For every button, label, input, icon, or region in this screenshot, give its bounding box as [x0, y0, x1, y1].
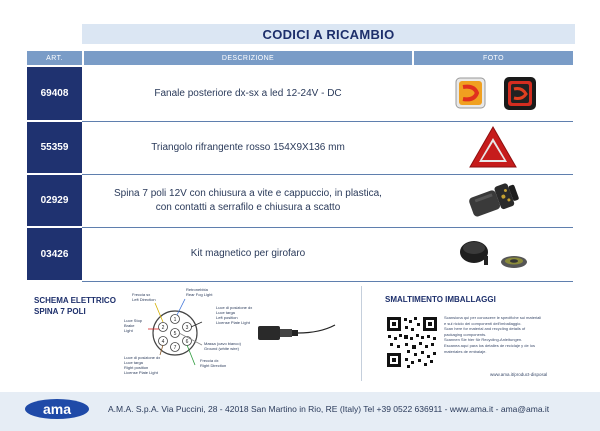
label-right-direction-1: Freccia dx [200, 358, 219, 363]
pin-label: 4 [161, 339, 165, 345]
header-art: ART. [27, 51, 82, 65]
label-left-position-3: Left position [216, 315, 238, 320]
article-description-line2: con contatti a serrafilo e chiusura a scatto [155, 201, 341, 213]
label-right-direction-2: Right Direction [200, 363, 227, 368]
label-left-position-4: License Plate Light [216, 320, 250, 325]
article-description: Kit magnetico per girofaro [190, 248, 306, 259]
magnetic-kit-icon [414, 228, 573, 280]
article-code: 55359 [27, 122, 82, 173]
table-row [27, 228, 573, 280]
section-divider [361, 286, 362, 381]
article-description: Triangolo rifrangente rosso 154X9X136 mm [151, 141, 345, 153]
product-photo [414, 175, 573, 226]
label-right-position-4: License Plate Light [124, 370, 158, 375]
pin-label: 7 [173, 345, 177, 351]
label-right-position-2: Luce targa [124, 360, 143, 365]
pin-label: 5 [173, 331, 177, 337]
ama-logo [24, 398, 90, 420]
table-row [27, 175, 573, 226]
product-photo [414, 122, 573, 173]
label-left-position-2: Luce targa [216, 310, 235, 315]
label-right-position-1: Luce di posizione dx [124, 355, 161, 360]
row-divider [82, 281, 573, 282]
label-stop-2: Brake [124, 323, 135, 328]
schema-title: SCHEMA ELETTRICO SPINA 7 POLI [34, 296, 116, 316]
label-fog-1: Retronebbia [186, 287, 208, 292]
tail-light-icon [414, 67, 573, 120]
label-stop-1: Luce Stop [124, 318, 143, 323]
label-left-position-1: Luce di posizione dx [216, 305, 253, 310]
disposal-link[interactable]: www.ama.it/product-disposal [490, 372, 548, 377]
qr-code-icon[interactable] [385, 315, 439, 369]
product-photo [414, 67, 573, 120]
pin-label: 6 [185, 339, 189, 345]
label-ground-1: Massa (cavo bianco) [204, 341, 241, 346]
article-code: 03426 [27, 228, 82, 280]
wiring-diagram [120, 285, 350, 385]
article-description [84, 175, 412, 226]
article-description-line1: Spina 7 poli 12V con chiusura a vite e cappuccio, in plastica, [114, 187, 382, 199]
reflector-triangle-icon [414, 122, 573, 173]
page-title: CODICI A RICAMBIO [262, 26, 395, 42]
footer-address: A.M.A. S.p.A. Via Puccini, 28 - 42018 San Martino in Rio, RE (Italy) Tel +39 0522 636911 - www.ama.it - ama@ama.it [108, 404, 550, 414]
pin-label: 3 [185, 325, 189, 331]
table-row [27, 67, 573, 120]
pin-label: 1 [173, 317, 177, 323]
smaltimento-text: Scansiona qui per conoscere le specifiche sui materiali e sul riciclo dei componenti dell'imballaggio. Scan here for material and recycling details of packaging components. Scannen Sie hier für Recycling-Anleitungen. Escanea aquí para los detalles de reciclaje y de los materiales de embalaje. [444, 315, 542, 354]
label-fog-2: Rear Fog Light [186, 292, 213, 297]
plug-connector-icon [258, 325, 335, 340]
header-description: DESCRIZIONE [84, 51, 412, 65]
label-ground-2: Ground (white wire) [204, 346, 239, 351]
smaltimento-title: SMALTIMENTO IMBALLAGGI [385, 295, 496, 304]
article-code: 02929 [27, 175, 82, 226]
label-left-direction-1: Freccia sx [132, 292, 151, 297]
label-right-position-3: Right position [124, 365, 149, 370]
plug-7-pin-icon [414, 175, 573, 226]
product-photo [414, 228, 573, 280]
pin-label: 2 [161, 325, 165, 331]
title-bar [82, 24, 575, 44]
article-code: 69408 [27, 67, 82, 120]
table-row [27, 122, 573, 173]
label-left-direction-2: Left Direction [132, 297, 156, 302]
header-foto: FOTO [414, 51, 573, 65]
label-stop-3: Light [124, 328, 133, 333]
article-description: Fanale posteriore dx-sx a led 12-24V - DC [154, 87, 342, 99]
logo-text: ama [42, 401, 72, 417]
